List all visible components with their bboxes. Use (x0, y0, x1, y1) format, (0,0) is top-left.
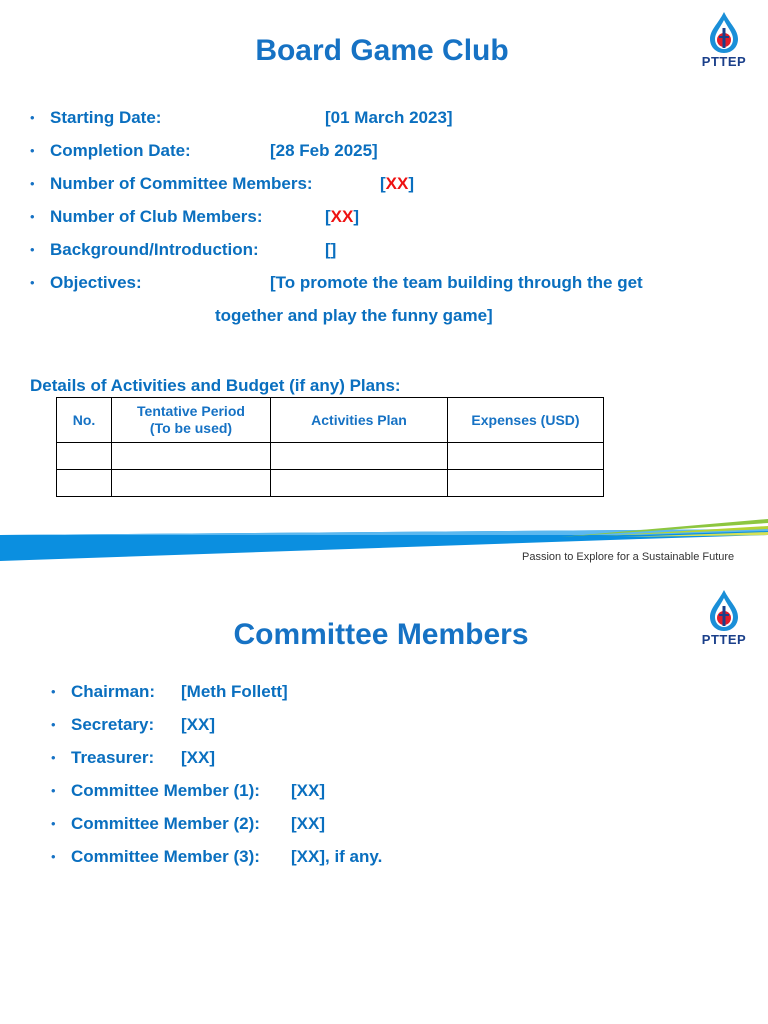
col-header-period: Tentative Period (To be used) (112, 398, 271, 443)
bullet-dot: • (51, 816, 56, 831)
logo-text: PTTEP (701, 54, 747, 69)
table-cell (448, 470, 604, 497)
committee-member-2-label: Committee Member (2): (71, 814, 260, 833)
bracket-close: ] (408, 174, 415, 193)
starting-date-value: [01 March 2023] (325, 108, 453, 127)
placeholder-xx: XX (385, 174, 409, 193)
bullet-dot: • (30, 110, 35, 125)
club-members-count-value (325, 207, 359, 227)
bullet-dot: • (30, 143, 35, 158)
flame-drop-icon (692, 10, 756, 54)
treasurer-value: [XX] (181, 748, 215, 767)
bullet-dot: • (51, 783, 56, 798)
col-header-expenses: Expenses (USD) (448, 398, 604, 443)
starting-date-label: Starting Date: (50, 108, 162, 127)
bullet-dot: • (30, 209, 35, 224)
activities-budget-heading: Details of Activities and Budget (if any) Plans: (30, 376, 401, 395)
committee-members-count-label: Number of Committee Members: (50, 174, 313, 193)
bullet-dot: • (30, 275, 35, 290)
table-row (57, 470, 604, 497)
objectives-label: Objectives: (50, 273, 142, 292)
table-cell (271, 443, 448, 470)
table-row (57, 443, 604, 470)
table-cell (112, 470, 271, 497)
slide-title: Board Game Club (255, 34, 509, 67)
committee-members-count-value (380, 174, 414, 194)
slide-title: Committee Members (233, 618, 529, 651)
bracket-open: [ (380, 174, 386, 193)
background-value: [] (325, 240, 337, 259)
slide-committee-members (0, 578, 768, 1024)
treasurer-label: Treasurer: (71, 748, 155, 767)
table-cell (57, 443, 112, 470)
bullet-dot: • (30, 176, 35, 191)
bullet-dot: • (30, 242, 35, 257)
footer-tagline: Passion to Explore for a Sustainable Future (522, 551, 735, 563)
table-cell (112, 443, 271, 470)
pttep-logo (692, 588, 756, 648)
bullet-dot: • (51, 750, 56, 765)
committee-member-1-value: [XX] (291, 781, 325, 800)
objectives-value: [To promote the team building through the get (270, 273, 643, 292)
bullet-dot: • (51, 684, 56, 699)
completion-date-value: [28 Feb 2025] (270, 141, 378, 160)
committee-member-3-label: Committee Member (3): (71, 847, 260, 866)
placeholder-xx: XX (330, 207, 354, 226)
chairman-label: Chairman: (71, 682, 156, 701)
table-cell (271, 470, 448, 497)
chairman-value: [Meth Follett] (181, 682, 288, 701)
secretary-value: [XX] (181, 715, 215, 734)
table-header-row (57, 398, 604, 443)
committee-member-2-value: [XX] (291, 814, 325, 833)
logo-text: PTTEP (701, 632, 747, 647)
pttep-logo (692, 10, 756, 70)
col-header-no: No. (57, 398, 112, 443)
activities-budget-table (56, 397, 604, 497)
secretary-label: Secretary: (71, 715, 155, 734)
completion-date-label: Completion Date: (50, 141, 191, 160)
background-label: Background/Introduction: (50, 240, 259, 259)
committee-member-1-label: Committee Member (1): (71, 781, 260, 800)
col-header-activities: Activities Plan (271, 398, 448, 443)
bullet-dot: • (51, 849, 56, 864)
club-members-count-label: Number of Club Members: (50, 207, 263, 226)
bracket-close: ] (353, 207, 360, 226)
table-cell (448, 443, 604, 470)
bracket-open: [ (325, 207, 331, 226)
committee-member-3-value: [XX], if any. (291, 847, 383, 866)
bullet-dot: • (51, 717, 56, 732)
table-cell (57, 470, 112, 497)
flame-drop-icon (692, 588, 756, 632)
objectives-value-continued: together and play the funny game] (215, 306, 493, 325)
